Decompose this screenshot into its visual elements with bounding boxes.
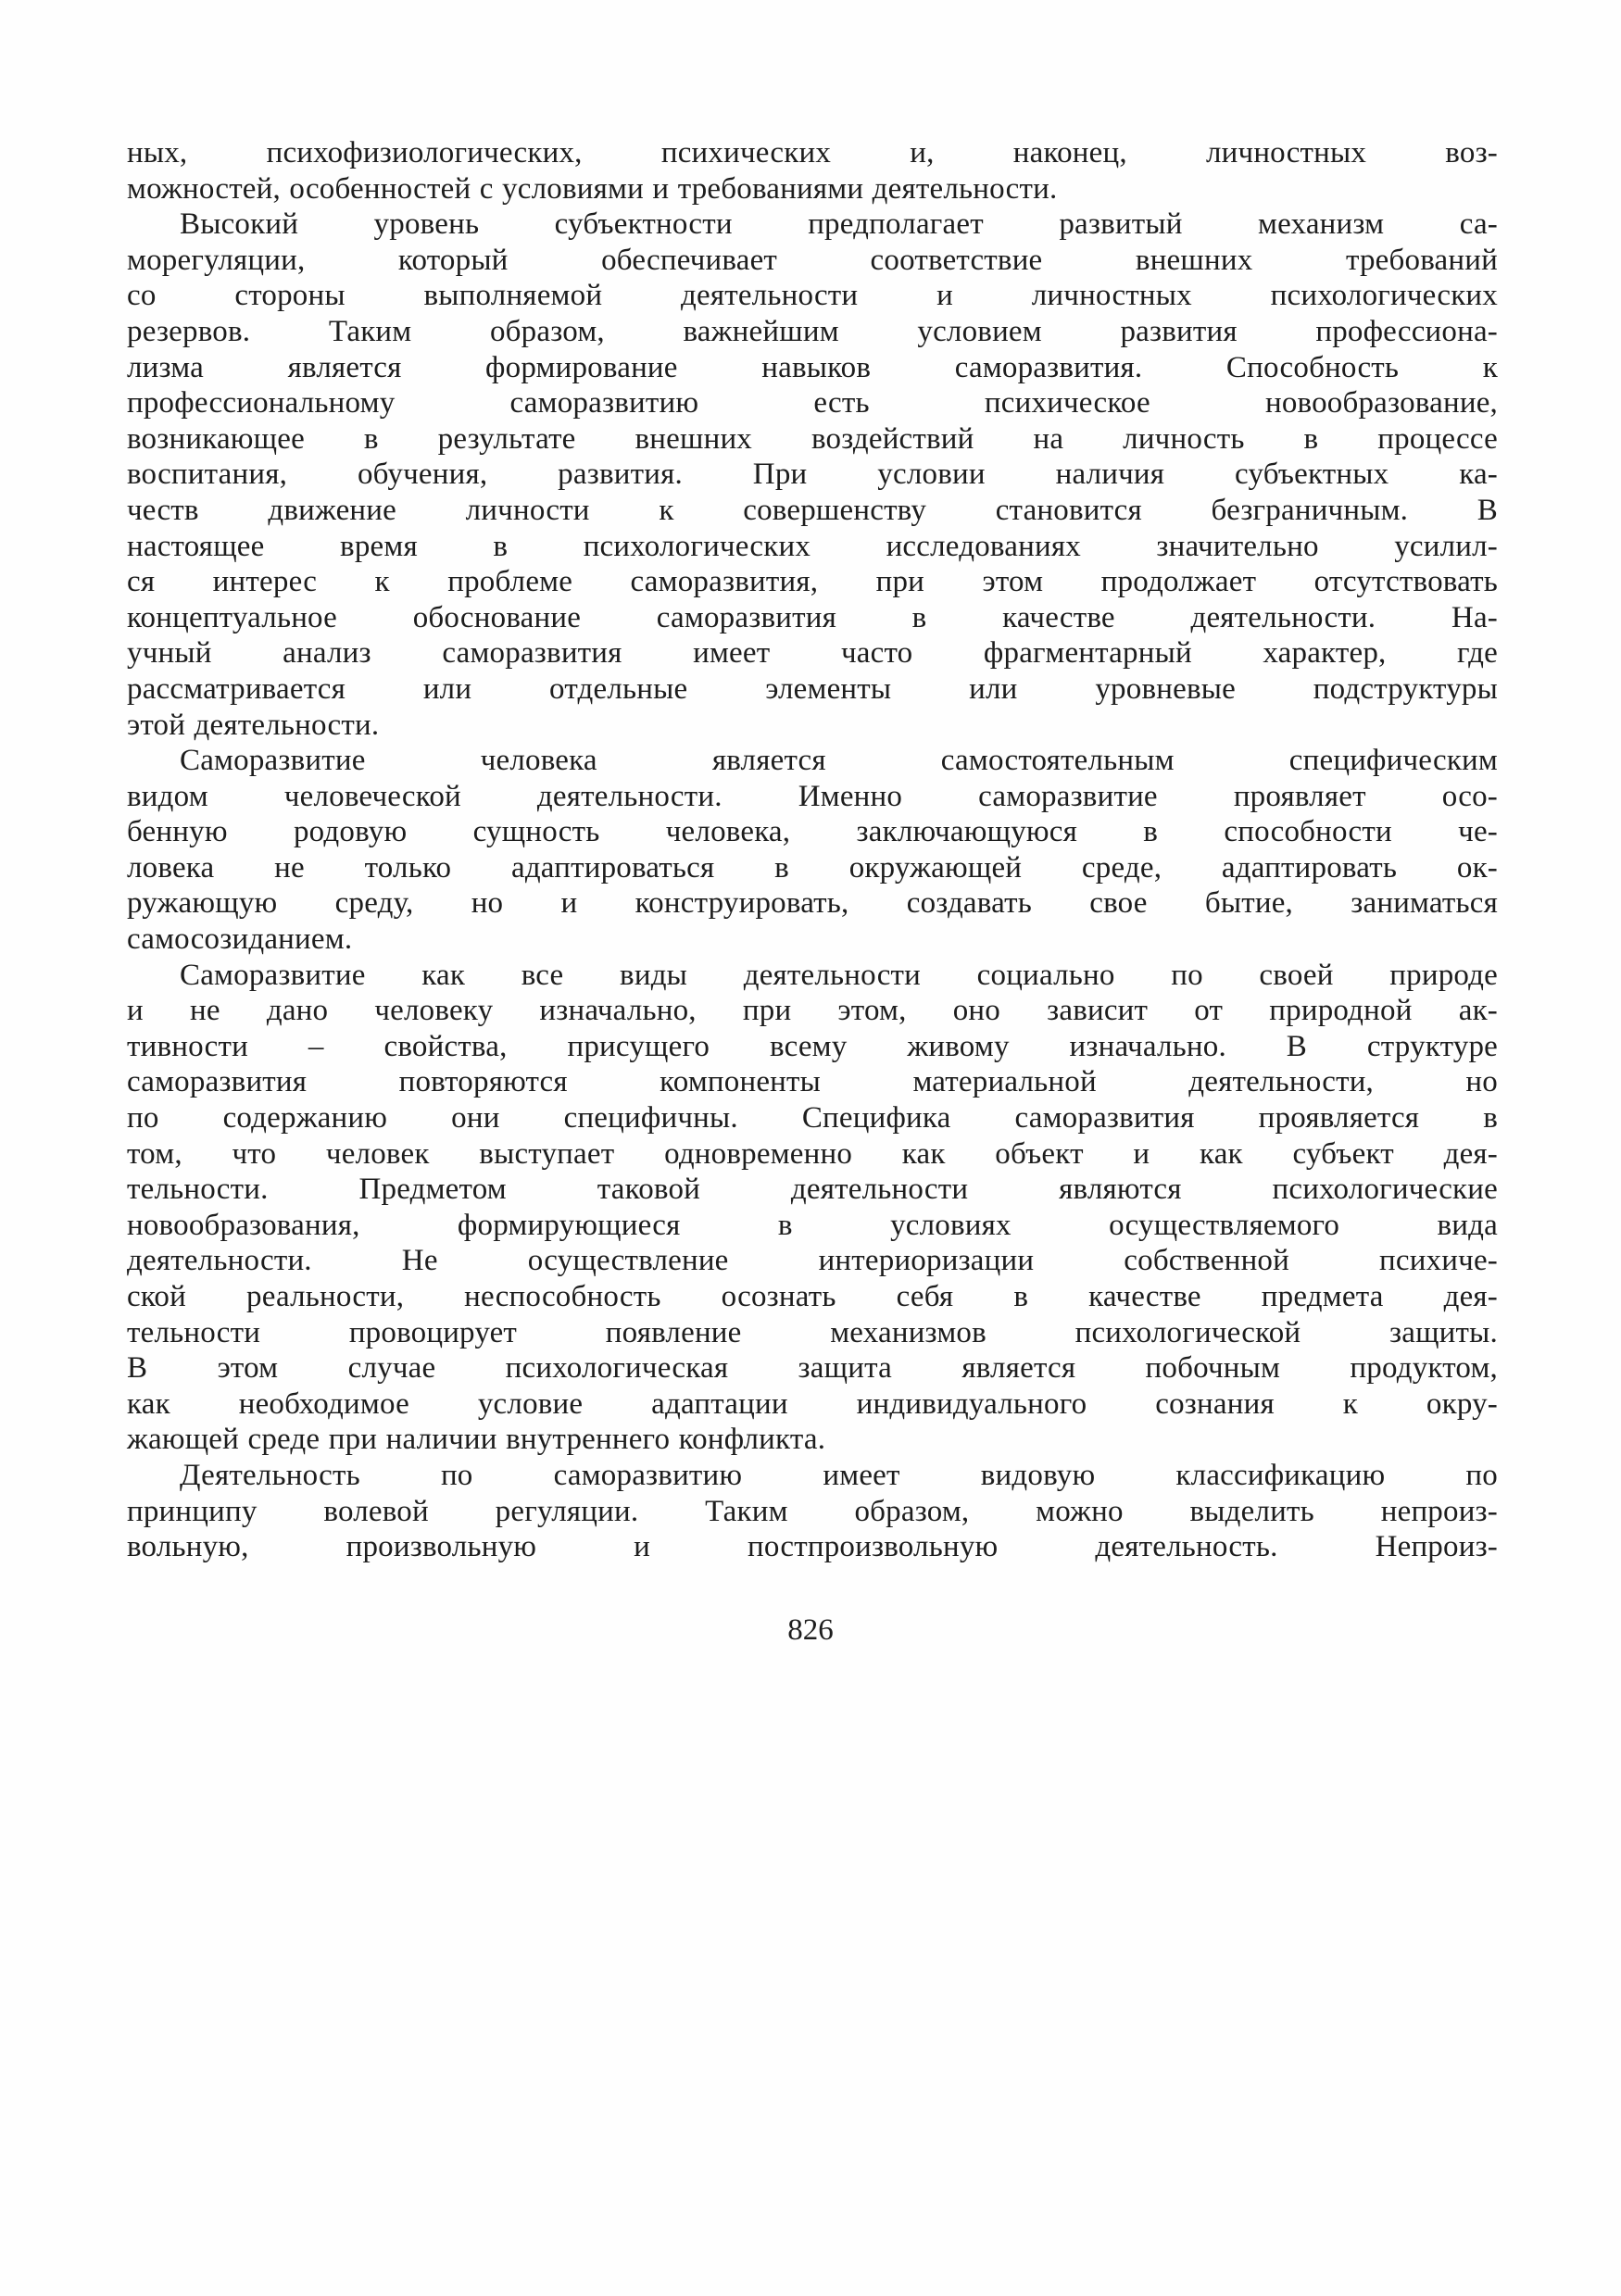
text-block (127, 135, 1498, 1565)
text-line: и не дано человеку изначально, при этом, оно зависит от природной ак- (127, 994, 1498, 1028)
text-line: тельности провоцирует появление механизмов психологической защиты. (127, 1315, 1498, 1349)
text-line: принципу волевой регуляции. Таким образом, можно выделить непроиз- (127, 1494, 1498, 1528)
text-line: возникающее в результате внешних воздействий на личность в процессе (127, 421, 1498, 456)
text-line: видом человеческой деятельности. Именно саморазвитие проявляет осо- (127, 779, 1498, 813)
paragraph (127, 1458, 1498, 1565)
text-line: лизма является формирование навыков саморазвития. Способность к (127, 350, 1498, 384)
text-line: ловека не только адаптироваться в окружающей среде, адаптировать ок- (127, 850, 1498, 885)
text-line: Саморазвитие человека является самостоятельным специфическим (180, 744, 1498, 778)
paragraph (127, 958, 1498, 1458)
text-line: ской реальности, неспособность осознать себя в качестве предмета дея- (127, 1280, 1498, 1313)
paragraph (127, 743, 1498, 958)
text-line: В этом случае психологическая защита является побочным продуктом, (127, 1351, 1498, 1386)
text-line: бенную родовую сущность человека, заключающуюся в способности че- (127, 815, 1498, 849)
text-line: вольную, произвольную и постпроизвольную деятельность. Непроиз- (127, 1530, 1498, 1564)
text-line: Высокий уровень субъектности предполагает развитый механизм са- (180, 207, 1498, 242)
text-line: Саморазвитие как все виды деятельности социально по своей природе (180, 958, 1498, 992)
text-line: новообразования, формирующиеся в условиях осуществляемого вида (127, 1208, 1498, 1242)
text-line: как необходимое условие адаптации индивидуального сознания к окру- (127, 1386, 1498, 1421)
text-line: настоящее время в психологических исследованиях значительно усилил- (127, 529, 1498, 563)
text-line: морегуляции, который обеспечивает соответствие внешних требований (127, 243, 1498, 277)
text-line: можностей, особенностей с условиями и требованиями деятельности. (127, 171, 1058, 206)
text-line: жающей среде при наличии внутреннего конфликта. (127, 1423, 826, 1457)
text-line: этой деятельности. (127, 708, 380, 742)
text-line: Деятельность по саморазвитию имеет видовую классификацию по (180, 1458, 1498, 1492)
text-line: со стороны выполняемой деятельности и личностных психологических (127, 279, 1498, 313)
text-line: тивности – свойства, присущего всему живому изначально. В структуре (127, 1029, 1498, 1063)
text-line: саморазвития повторяются компоненты материальной деятельности, но (127, 1065, 1498, 1099)
text-line: тельности. Предметом таковой деятельности являются психологические (127, 1173, 1498, 1207)
text-line: деятельности. Не осуществление интериоризации собственной психиче- (127, 1244, 1498, 1278)
text-line: резервов. Таким образом, важнейшим условием развития профессиона- (127, 314, 1498, 348)
paragraph (127, 135, 1498, 207)
text-line: ных, психофизиологических, психических и, наконец, личностных воз- (127, 136, 1498, 169)
text-line: ся интерес к проблеме саморазвития, при этом продолжает отсутствовать (127, 565, 1498, 599)
paragraph (127, 207, 1498, 743)
page-number: 826 (787, 1613, 834, 1647)
text-line: честв движение личности к совершенству становится безграничным. В (127, 493, 1498, 527)
text-line: ружающую среду, но и конструировать, создавать свое бытие, заниматься (127, 886, 1498, 921)
text-line: воспитания, обучения, развития. При условии наличия субъектных ка- (127, 458, 1498, 492)
text-line: по содержанию они специфичны. Специфика саморазвития проявляется в (127, 1101, 1498, 1135)
text-line: учный анализ саморазвития имеет часто фрагментарный характер, где (127, 636, 1498, 671)
text-line: рассматривается или отдельные элементы или уровневые подструктуры (127, 671, 1498, 706)
text-line: том, что человек выступает одновременно как объект и как субъект дея- (127, 1136, 1498, 1171)
text-line: концептуальное обоснование саморазвития в качестве деятельности. На- (127, 600, 1498, 634)
text-line: самосозиданием. (127, 922, 353, 957)
text-line: профессиональному саморазвитию есть психическое новообразование, (127, 386, 1498, 420)
